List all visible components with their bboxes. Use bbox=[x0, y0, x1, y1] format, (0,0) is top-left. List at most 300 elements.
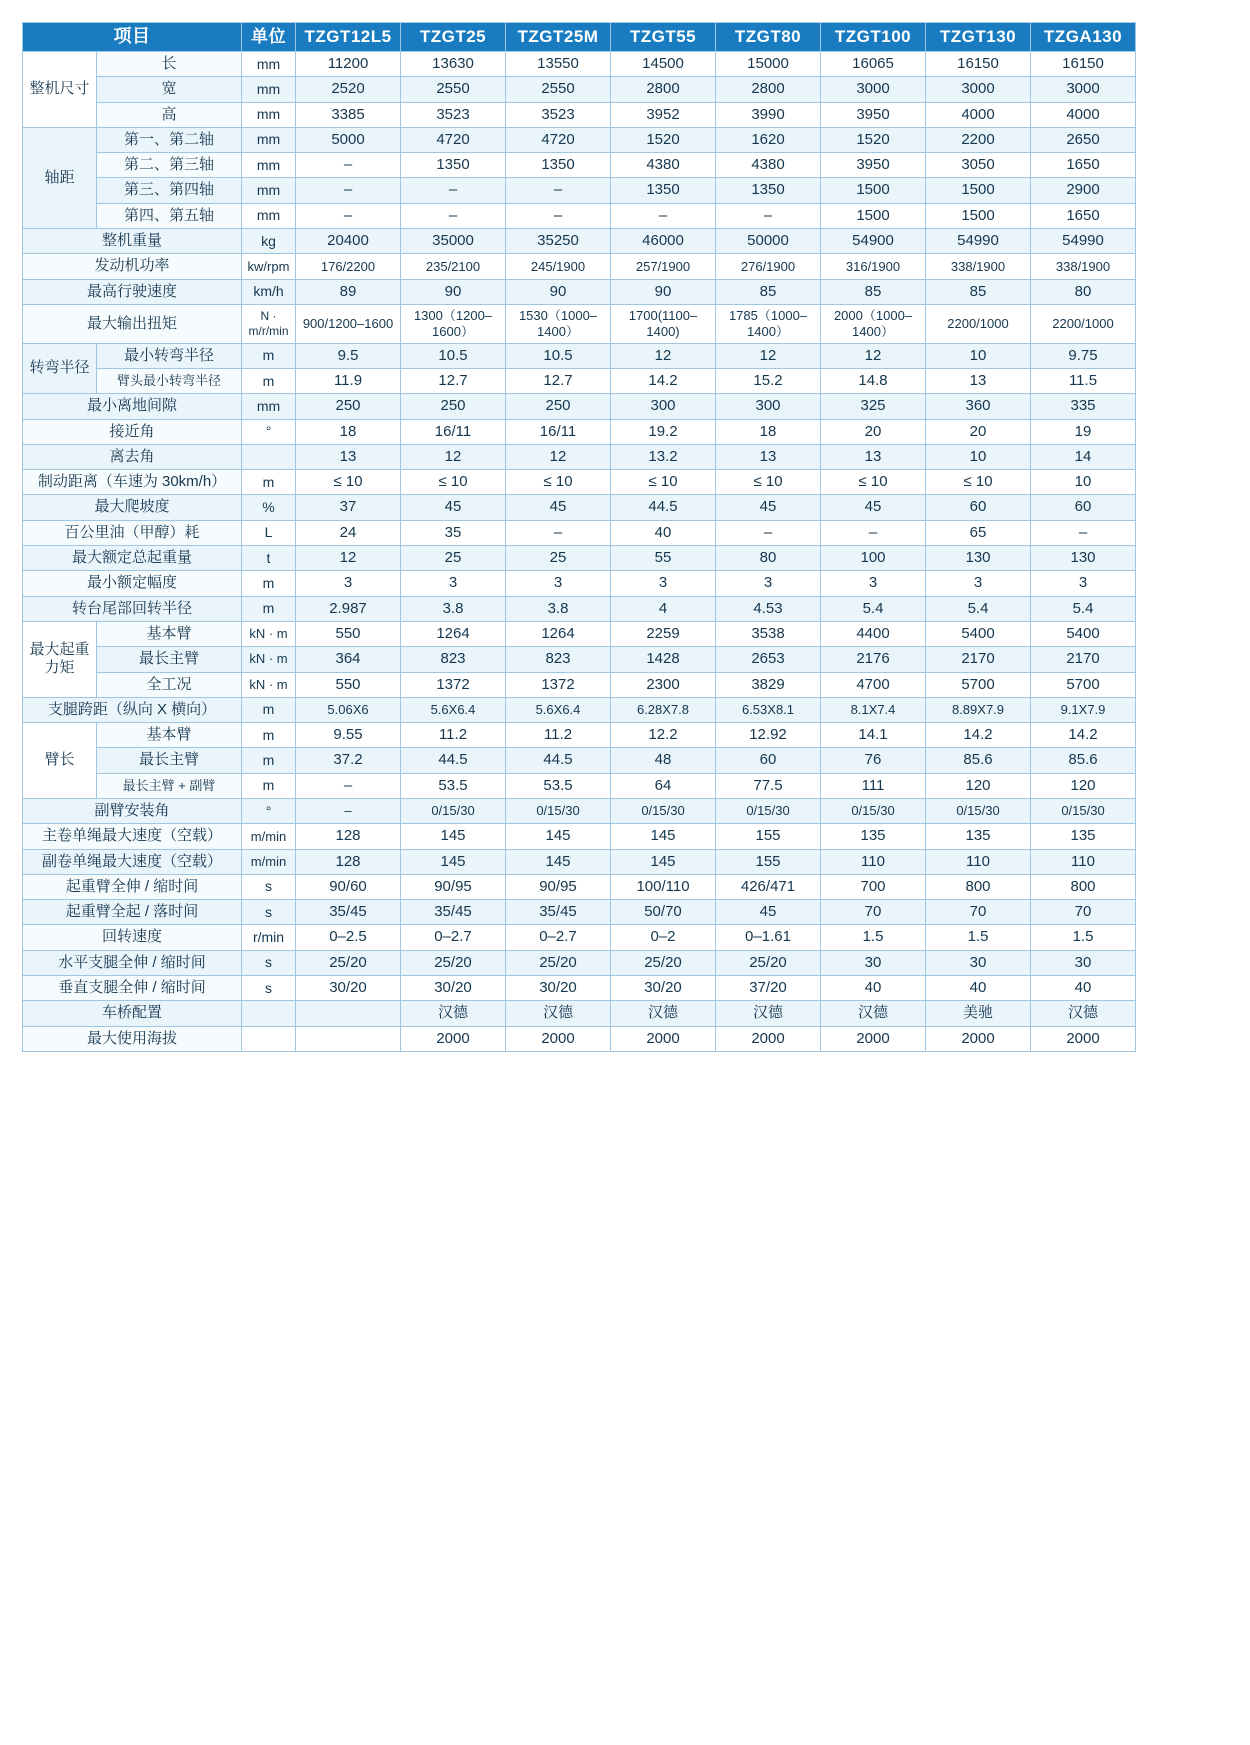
cell-value: – bbox=[296, 798, 401, 823]
cell-value: 85.6 bbox=[926, 748, 1031, 773]
cell-value: 1785（1000–1400） bbox=[716, 304, 821, 343]
table-row bbox=[23, 77, 1136, 102]
cell-value: 90 bbox=[611, 279, 716, 304]
cell-value: 85 bbox=[926, 279, 1031, 304]
cell-value: 16/11 bbox=[401, 419, 506, 444]
cell-value: 44.5 bbox=[401, 748, 506, 773]
row-unit: m bbox=[242, 596, 296, 621]
cell-value: 45 bbox=[821, 495, 926, 520]
row-unit: m bbox=[242, 748, 296, 773]
cell-value: 25/20 bbox=[611, 950, 716, 975]
row-label: 整机重量 bbox=[23, 229, 242, 254]
table-row bbox=[23, 900, 1136, 925]
table-row bbox=[23, 849, 1136, 874]
cell-value: 37 bbox=[296, 495, 401, 520]
cell-value: 2259 bbox=[611, 621, 716, 646]
cell-value: 3 bbox=[401, 571, 506, 596]
cell-value: ≤ 10 bbox=[716, 470, 821, 495]
cell-value: 15.2 bbox=[716, 368, 821, 393]
cell-value: 35000 bbox=[401, 229, 506, 254]
row-label: 最大使用海拔 bbox=[23, 1026, 242, 1051]
table-row bbox=[23, 571, 1136, 596]
header-item: 项目 bbox=[23, 23, 242, 52]
row-label: 最大额定总起重量 bbox=[23, 546, 242, 571]
cell-value: ≤ 10 bbox=[506, 470, 611, 495]
cell-value: 48 bbox=[611, 748, 716, 773]
cell-value: 11.2 bbox=[506, 723, 611, 748]
cell-value: 800 bbox=[926, 874, 1031, 899]
cell-value: 12.2 bbox=[611, 723, 716, 748]
cell-value: 9.1X7.9 bbox=[1031, 697, 1136, 722]
cell-value: – bbox=[401, 178, 506, 203]
cell-value: 35 bbox=[401, 520, 506, 545]
cell-value: ≤ 10 bbox=[926, 470, 1031, 495]
cell-value: 40 bbox=[611, 520, 716, 545]
cell-value: 823 bbox=[401, 647, 506, 672]
cell-value: 110 bbox=[821, 849, 926, 874]
cell-value: 145 bbox=[401, 849, 506, 874]
cell-value: 338/1900 bbox=[926, 254, 1031, 279]
cell-value: – bbox=[821, 520, 926, 545]
cell-value: 6.28X7.8 bbox=[611, 697, 716, 722]
cell-value: 2900 bbox=[1031, 178, 1136, 203]
header-row bbox=[23, 23, 1136, 52]
cell-value: 1372 bbox=[506, 672, 611, 697]
cell-value: 25/20 bbox=[716, 950, 821, 975]
cell-value: 12.92 bbox=[716, 723, 821, 748]
cell-value: 1520 bbox=[611, 127, 716, 152]
cell-value: 0/15/30 bbox=[821, 798, 926, 823]
cell-value: 13 bbox=[296, 444, 401, 469]
row-label: 长 bbox=[97, 51, 242, 76]
cell-value: 4400 bbox=[821, 621, 926, 646]
cell-value: 3 bbox=[716, 571, 821, 596]
cell-value: 37.2 bbox=[296, 748, 401, 773]
cell-value: 2000 bbox=[401, 1026, 506, 1051]
cell-value: 30 bbox=[1031, 950, 1136, 975]
table-row bbox=[23, 1001, 1136, 1026]
cell-value: 60 bbox=[716, 748, 821, 773]
cell-value: 8.1X7.4 bbox=[821, 697, 926, 722]
cell-value: 1620 bbox=[716, 127, 821, 152]
cell-value: 550 bbox=[296, 672, 401, 697]
cell-value: 90 bbox=[506, 279, 611, 304]
cell-value: 12.7 bbox=[401, 368, 506, 393]
row-unit: mm bbox=[242, 127, 296, 152]
cell-value: 54900 bbox=[821, 229, 926, 254]
table-row bbox=[23, 546, 1136, 571]
row-label: 转台尾部回转半径 bbox=[23, 596, 242, 621]
cell-value: 316/1900 bbox=[821, 254, 926, 279]
row-unit: r/min bbox=[242, 925, 296, 950]
cell-value: 0–1.61 bbox=[716, 925, 821, 950]
header-model-tzgt100: TZGT100 bbox=[821, 23, 926, 52]
table-row bbox=[23, 773, 1136, 798]
cell-value: 10.5 bbox=[401, 343, 506, 368]
cell-value: 3050 bbox=[926, 153, 1031, 178]
cell-value: 0/15/30 bbox=[926, 798, 1031, 823]
cell-value: 2200/1000 bbox=[1031, 304, 1136, 343]
row-unit: kN · m bbox=[242, 647, 296, 672]
cell-value: 426/471 bbox=[716, 874, 821, 899]
cell-value: 135 bbox=[1031, 824, 1136, 849]
cell-value: 40 bbox=[1031, 976, 1136, 1001]
cell-value: 35/45 bbox=[401, 900, 506, 925]
cell-value: 54990 bbox=[926, 229, 1031, 254]
row-label: 最小额定幅度 bbox=[23, 571, 242, 596]
cell-value: 77.5 bbox=[716, 773, 821, 798]
cell-value: 90 bbox=[401, 279, 506, 304]
row-unit: mm bbox=[242, 77, 296, 102]
cell-value: 155 bbox=[716, 849, 821, 874]
cell-value: 1520 bbox=[821, 127, 926, 152]
cell-value: 18 bbox=[296, 419, 401, 444]
row-label: 水平支腿全伸 / 缩时间 bbox=[23, 950, 242, 975]
cell-value: 汉德 bbox=[1031, 1001, 1136, 1026]
cell-value: 4720 bbox=[401, 127, 506, 152]
cell-value: 44.5 bbox=[611, 495, 716, 520]
cell-value: 5000 bbox=[296, 127, 401, 152]
row-label: 主卷单绳最大速度（空载） bbox=[23, 824, 242, 849]
cell-value: 46000 bbox=[611, 229, 716, 254]
cell-value: 3829 bbox=[716, 672, 821, 697]
cell-value: 2000 bbox=[926, 1026, 1031, 1051]
cell-value: 3 bbox=[506, 571, 611, 596]
cell-value: 12 bbox=[821, 343, 926, 368]
cell-value: 3950 bbox=[821, 102, 926, 127]
cell-value: 80 bbox=[716, 546, 821, 571]
cell-value: 1700(1100–1400) bbox=[611, 304, 716, 343]
row-label: 第一、第二轴 bbox=[97, 127, 242, 152]
cell-value: 145 bbox=[611, 824, 716, 849]
table-row bbox=[23, 950, 1136, 975]
cell-value: 300 bbox=[611, 394, 716, 419]
cell-value: 30/20 bbox=[611, 976, 716, 1001]
table-row bbox=[23, 304, 1136, 343]
specifications-table bbox=[22, 22, 1136, 1052]
table-row bbox=[23, 254, 1136, 279]
row-label: 发动机功率 bbox=[23, 254, 242, 279]
table-row bbox=[23, 723, 1136, 748]
row-unit: m bbox=[242, 697, 296, 722]
cell-value: 2650 bbox=[1031, 127, 1136, 152]
cell-value: 4380 bbox=[716, 153, 821, 178]
cell-value: – bbox=[716, 520, 821, 545]
cell-value: 85.6 bbox=[1031, 748, 1136, 773]
cell-value: 14 bbox=[1031, 444, 1136, 469]
cell-value: 145 bbox=[611, 849, 716, 874]
cell-value: 19 bbox=[1031, 419, 1136, 444]
table-row bbox=[23, 368, 1136, 393]
row-unit: m bbox=[242, 343, 296, 368]
cell-value: 65 bbox=[926, 520, 1031, 545]
cell-value: 130 bbox=[1031, 546, 1136, 571]
cell-value: – bbox=[296, 178, 401, 203]
cell-value: 145 bbox=[506, 849, 611, 874]
row-label: 第三、第四轴 bbox=[97, 178, 242, 203]
cell-value: 汉德 bbox=[506, 1001, 611, 1026]
cell-value: 360 bbox=[926, 394, 1031, 419]
cell-value: 250 bbox=[506, 394, 611, 419]
cell-value: 1500 bbox=[926, 203, 1031, 228]
cell-value: 110 bbox=[926, 849, 1031, 874]
cell-value: 2000（1000–1400） bbox=[821, 304, 926, 343]
cell-value: 338/1900 bbox=[1031, 254, 1136, 279]
row-label: 最长主臂 bbox=[97, 647, 242, 672]
cell-value: 16150 bbox=[926, 51, 1031, 76]
table-row bbox=[23, 470, 1136, 495]
cell-value: 汉德 bbox=[611, 1001, 716, 1026]
cell-value: – bbox=[296, 153, 401, 178]
cell-value: 250 bbox=[296, 394, 401, 419]
cell-value: 0/15/30 bbox=[611, 798, 716, 823]
row-label: 车桥配置 bbox=[23, 1001, 242, 1026]
group-label-boom: 臂长 bbox=[23, 723, 97, 799]
row-unit: m bbox=[242, 723, 296, 748]
cell-value: 50/70 bbox=[611, 900, 716, 925]
table-row bbox=[23, 748, 1136, 773]
cell-value: 245/1900 bbox=[506, 254, 611, 279]
cell-value: 3000 bbox=[821, 77, 926, 102]
row-unit: s bbox=[242, 976, 296, 1001]
cell-value: – bbox=[716, 203, 821, 228]
cell-value: 4 bbox=[611, 596, 716, 621]
cell-value: 53.5 bbox=[506, 773, 611, 798]
cell-value: 235/2100 bbox=[401, 254, 506, 279]
table-body bbox=[23, 51, 1136, 1051]
cell-value: 0/15/30 bbox=[401, 798, 506, 823]
cell-value: 12 bbox=[716, 343, 821, 368]
cell-value: 2653 bbox=[716, 647, 821, 672]
row-unit: s bbox=[242, 874, 296, 899]
cell-value: 145 bbox=[506, 824, 611, 849]
group-label-moment: 最大起重力矩 bbox=[23, 621, 97, 697]
cell-value: 10 bbox=[926, 343, 1031, 368]
table-row bbox=[23, 621, 1136, 646]
cell-value: 30/20 bbox=[401, 976, 506, 1001]
cell-value: – bbox=[506, 520, 611, 545]
row-unit: mm bbox=[242, 153, 296, 178]
cell-value: 176/2200 bbox=[296, 254, 401, 279]
cell-value: 3 bbox=[821, 571, 926, 596]
row-unit: kw/rpm bbox=[242, 254, 296, 279]
table-row bbox=[23, 925, 1136, 950]
row-label: 制动距离（车速为 30km/h） bbox=[23, 470, 242, 495]
cell-value: 14.2 bbox=[926, 723, 1031, 748]
cell-value: 5.6X6.4 bbox=[506, 697, 611, 722]
row-label: 高 bbox=[97, 102, 242, 127]
table-row bbox=[23, 51, 1136, 76]
cell-value: 50000 bbox=[716, 229, 821, 254]
cell-value: 3000 bbox=[1031, 77, 1136, 102]
cell-value: 5700 bbox=[1031, 672, 1136, 697]
cell-value: – bbox=[296, 773, 401, 798]
row-label: 基本臂 bbox=[97, 723, 242, 748]
row-unit: mm bbox=[242, 102, 296, 127]
cell-value: 100/110 bbox=[611, 874, 716, 899]
cell-value: 14.2 bbox=[1031, 723, 1136, 748]
table-row bbox=[23, 203, 1136, 228]
cell-value: 128 bbox=[296, 824, 401, 849]
table-row bbox=[23, 596, 1136, 621]
cell-value: 20400 bbox=[296, 229, 401, 254]
table-header bbox=[23, 23, 1136, 52]
cell-value: 145 bbox=[401, 824, 506, 849]
cell-value: 12 bbox=[611, 343, 716, 368]
cell-value: 2000 bbox=[716, 1026, 821, 1051]
cell-value: 2000 bbox=[1031, 1026, 1136, 1051]
cell-value: 2520 bbox=[296, 77, 401, 102]
row-unit: N · m/r/min bbox=[242, 304, 296, 343]
cell-value: 美驰 bbox=[926, 1001, 1031, 1026]
cell-value: 800 bbox=[1031, 874, 1136, 899]
header-unit: 单位 bbox=[242, 23, 296, 52]
row-unit: m bbox=[242, 571, 296, 596]
cell-value: 0/15/30 bbox=[1031, 798, 1136, 823]
cell-value: – bbox=[296, 203, 401, 228]
cell-value: 0/15/30 bbox=[506, 798, 611, 823]
cell-value: 550 bbox=[296, 621, 401, 646]
header-model-tzgt55: TZGT55 bbox=[611, 23, 716, 52]
cell-value: 40 bbox=[821, 976, 926, 1001]
cell-value: 14.2 bbox=[611, 368, 716, 393]
cell-value: – bbox=[506, 178, 611, 203]
cell-value: 900/1200–1600 bbox=[296, 304, 401, 343]
table-row bbox=[23, 798, 1136, 823]
cell-value: 11.5 bbox=[1031, 368, 1136, 393]
table-row bbox=[23, 178, 1136, 203]
cell-value: 16065 bbox=[821, 51, 926, 76]
cell-value: 9.75 bbox=[1031, 343, 1136, 368]
cell-value: 60 bbox=[926, 495, 1031, 520]
cell-value: 14.1 bbox=[821, 723, 926, 748]
cell-value: 2.987 bbox=[296, 596, 401, 621]
cell-value: 4.53 bbox=[716, 596, 821, 621]
table-row bbox=[23, 520, 1136, 545]
row-unit: ° bbox=[242, 798, 296, 823]
table-row bbox=[23, 444, 1136, 469]
table-row bbox=[23, 102, 1136, 127]
cell-value: 364 bbox=[296, 647, 401, 672]
cell-value: 30/20 bbox=[296, 976, 401, 1001]
header-model-tzgt80: TZGT80 bbox=[716, 23, 821, 52]
cell-value: 2800 bbox=[611, 77, 716, 102]
cell-value: 85 bbox=[821, 279, 926, 304]
cell-value: 12.7 bbox=[506, 368, 611, 393]
cell-value: 1264 bbox=[506, 621, 611, 646]
row-unit: t bbox=[242, 546, 296, 571]
cell-value: 16/11 bbox=[506, 419, 611, 444]
table-row bbox=[23, 824, 1136, 849]
cell-value: 70 bbox=[821, 900, 926, 925]
cell-value: 3523 bbox=[401, 102, 506, 127]
cell-value: 130 bbox=[926, 546, 1031, 571]
cell-value: 0/15/30 bbox=[716, 798, 821, 823]
cell-value: 5.4 bbox=[926, 596, 1031, 621]
cell-value: 0–2.7 bbox=[506, 925, 611, 950]
cell-value: 3538 bbox=[716, 621, 821, 646]
row-unit: kN · m bbox=[242, 621, 296, 646]
cell-value: 0–2.7 bbox=[401, 925, 506, 950]
cell-value: 30 bbox=[821, 950, 926, 975]
cell-value: 111 bbox=[821, 773, 926, 798]
cell-value: 3 bbox=[296, 571, 401, 596]
cell-value: 30/20 bbox=[506, 976, 611, 1001]
group-label-wheelbase: 轴距 bbox=[23, 127, 97, 228]
cell-value: 15000 bbox=[716, 51, 821, 76]
cell-value: 2550 bbox=[506, 77, 611, 102]
cell-value: 1.5 bbox=[1031, 925, 1136, 950]
cell-value: 9.5 bbox=[296, 343, 401, 368]
table-row bbox=[23, 229, 1136, 254]
cell-value bbox=[296, 1026, 401, 1051]
cell-value: 3 bbox=[926, 571, 1031, 596]
cell-value: 1264 bbox=[401, 621, 506, 646]
cell-value: 1530（1000–1400） bbox=[506, 304, 611, 343]
cell-value: – bbox=[1031, 520, 1136, 545]
cell-value: 13630 bbox=[401, 51, 506, 76]
row-label: 第二、第三轴 bbox=[97, 153, 242, 178]
cell-value: 257/1900 bbox=[611, 254, 716, 279]
row-label: 起重臂全伸 / 缩时间 bbox=[23, 874, 242, 899]
row-label: 最大爬坡度 bbox=[23, 495, 242, 520]
cell-value: 13 bbox=[716, 444, 821, 469]
cell-value: 25/20 bbox=[296, 950, 401, 975]
cell-value: ≤ 10 bbox=[401, 470, 506, 495]
row-label: 回转速度 bbox=[23, 925, 242, 950]
cell-value: 700 bbox=[821, 874, 926, 899]
row-label: 基本臂 bbox=[97, 621, 242, 646]
row-unit: km/h bbox=[242, 279, 296, 304]
cell-value: 5700 bbox=[926, 672, 1031, 697]
cell-value: 44.5 bbox=[506, 748, 611, 773]
table-row bbox=[23, 672, 1136, 697]
cell-value: 40 bbox=[926, 976, 1031, 1001]
cell-value: 120 bbox=[1031, 773, 1136, 798]
cell-value: 5.6X6.4 bbox=[401, 697, 506, 722]
row-label: 副臂安装角 bbox=[23, 798, 242, 823]
table-row bbox=[23, 874, 1136, 899]
cell-value: 4380 bbox=[611, 153, 716, 178]
cell-value: 1500 bbox=[821, 178, 926, 203]
cell-value: 25/20 bbox=[506, 950, 611, 975]
row-unit: mm bbox=[242, 51, 296, 76]
cell-value: 0–2.5 bbox=[296, 925, 401, 950]
cell-value: 3.8 bbox=[506, 596, 611, 621]
row-unit: m bbox=[242, 470, 296, 495]
header-model-tzga130: TZGA130 bbox=[1031, 23, 1136, 52]
cell-value: – bbox=[506, 203, 611, 228]
row-unit: mm bbox=[242, 203, 296, 228]
row-label: 最小转弯半径 bbox=[97, 343, 242, 368]
cell-value: 11200 bbox=[296, 51, 401, 76]
cell-value: 5.06X6 bbox=[296, 697, 401, 722]
row-label: 最长主臂 + 副臂 bbox=[97, 773, 242, 798]
cell-value: 1.5 bbox=[821, 925, 926, 950]
cell-value: 1350 bbox=[401, 153, 506, 178]
row-label: 副卷单绳最大速度（空载） bbox=[23, 849, 242, 874]
cell-value: 80 bbox=[1031, 279, 1136, 304]
table-row bbox=[23, 127, 1136, 152]
cell-value: 13 bbox=[926, 368, 1031, 393]
row-label: 最小离地间隙 bbox=[23, 394, 242, 419]
table-row bbox=[23, 976, 1136, 1001]
table-row bbox=[23, 153, 1136, 178]
cell-value: 70 bbox=[926, 900, 1031, 925]
cell-value: 45 bbox=[401, 495, 506, 520]
cell-value: 35/45 bbox=[506, 900, 611, 925]
cell-value: 13550 bbox=[506, 51, 611, 76]
